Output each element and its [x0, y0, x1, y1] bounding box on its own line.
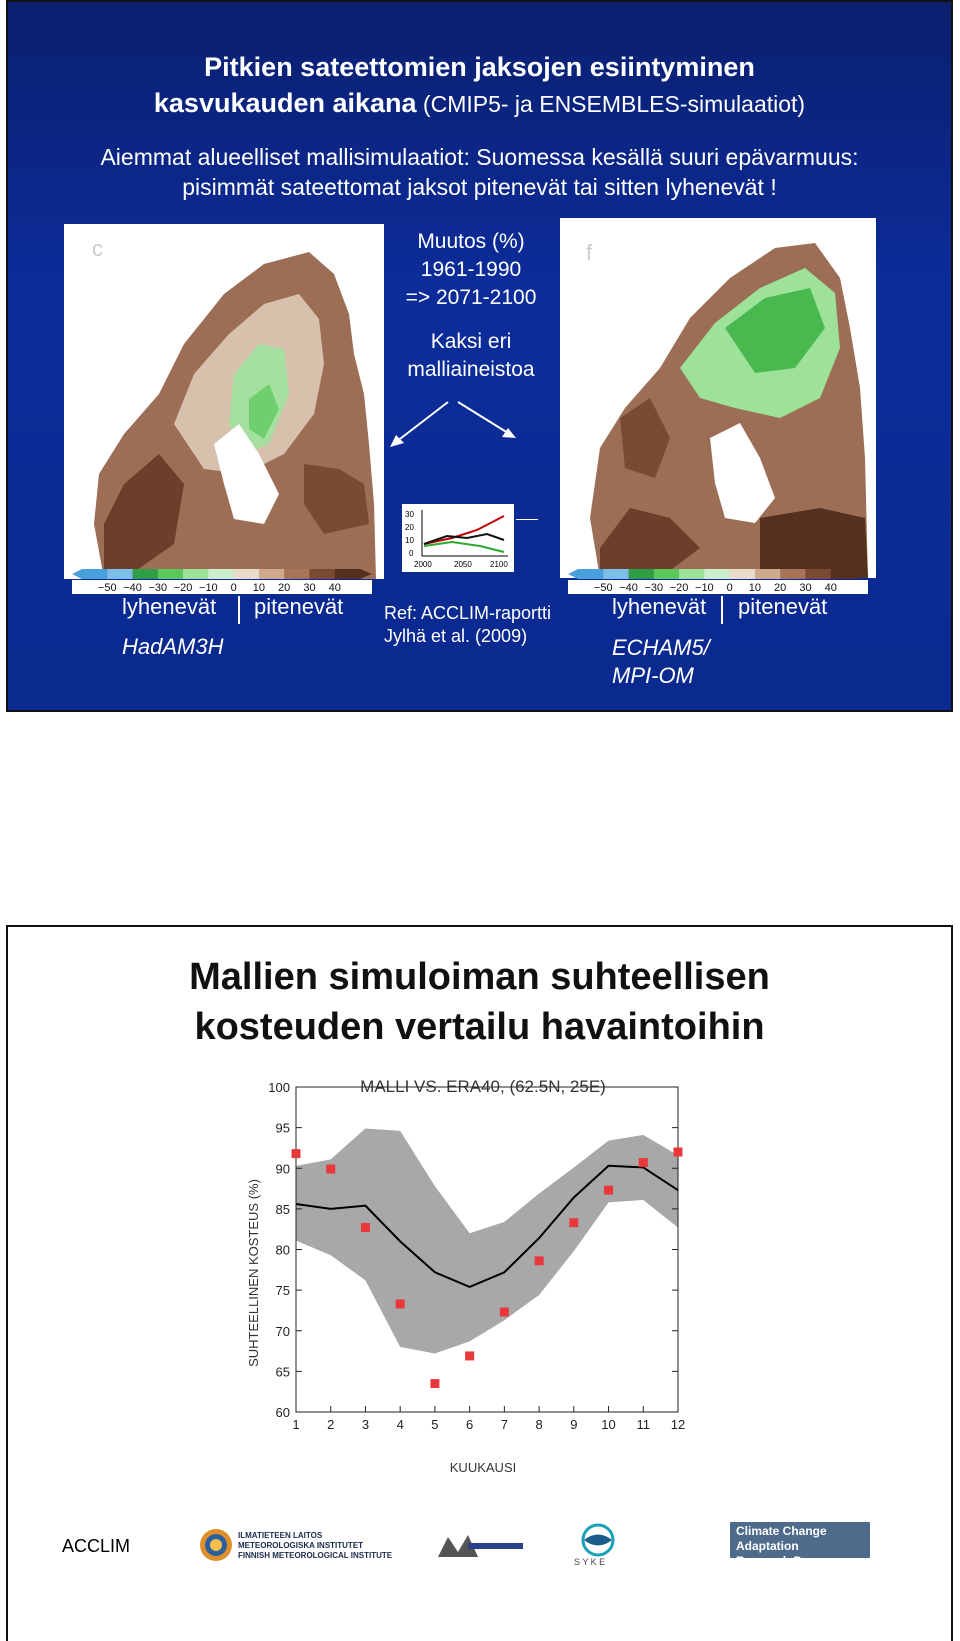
inset-series-green	[424, 542, 504, 552]
logo-ccarp	[730, 1522, 870, 1568]
map-left-panel-letter: c	[92, 236, 103, 261]
era40-point	[604, 1186, 613, 1195]
map-right-image	[560, 218, 876, 578]
colorbar-segment	[259, 569, 285, 579]
label-divider-left	[238, 596, 240, 624]
syke-logo-icon	[578, 1523, 618, 1557]
era40-point	[361, 1223, 370, 1232]
slide2-title-line1: Mallien simuloiman suhteellisen	[189, 956, 770, 998]
inset-ytick: 20	[405, 523, 414, 532]
map-left	[64, 224, 384, 579]
y-tick-label: 95	[275, 1120, 290, 1136]
y-tick-label: 65	[275, 1364, 290, 1380]
colorbar-tick-label: 40	[824, 582, 837, 594]
change-line2: 1961-1990	[420, 258, 522, 281]
ccarp-line2: Research Programme	[736, 1554, 861, 1568]
logo-middle	[428, 1527, 528, 1565]
label-divider-right	[721, 596, 723, 624]
logo-fmi	[198, 1525, 398, 1565]
inset-ytick: 0	[409, 549, 414, 558]
colorbar-tick-label: −20	[173, 582, 193, 594]
change-description	[381, 228, 561, 312]
era40-point	[465, 1351, 474, 1360]
arrow-left	[396, 402, 448, 442]
colorbar-segment	[679, 569, 705, 579]
colorbar-arrow-left	[72, 569, 82, 579]
change-line1: Muutos (%)	[417, 230, 525, 253]
y-tick-label: 100	[268, 1080, 290, 1095]
slide2-title-line2: kosteuden vertailu havaintoihin	[194, 1006, 765, 1048]
colorbar-tick-label: −40	[619, 582, 638, 594]
label-shorter-left: lyhenevät	[122, 594, 217, 619]
y-tick-label: 80	[275, 1242, 290, 1258]
colorbar-segment	[755, 569, 781, 579]
y-tick-label: 90	[275, 1161, 290, 1177]
inset-xtick: 2050	[454, 560, 472, 569]
x-tick-label: 2	[327, 1417, 335, 1432]
inset-chart	[402, 504, 514, 572]
reference-line1: Ref: ACCLIM-raportti	[384, 603, 552, 623]
colorbar-tick-label: −10	[695, 582, 714, 594]
humidity-chart	[228, 1067, 708, 1477]
era40-point	[326, 1165, 335, 1174]
label-longer-left: pitenevät	[254, 594, 344, 619]
label-longer-right: pitenevät	[738, 594, 828, 619]
slide-humidity-comparison	[6, 925, 953, 1641]
y-tick-label: 75	[275, 1283, 290, 1299]
colorbar-tick-label: 0	[726, 582, 733, 594]
slide1-text-line1: Aiemmat alueelliset mallisimulaatiot: Suomessa kesällä suuri epävarmuus:	[100, 144, 859, 170]
colorbar-tick-label: 20	[278, 582, 291, 594]
x-tick-label: 9	[570, 1417, 578, 1432]
colorbar-segment	[183, 569, 209, 579]
arrows	[388, 397, 548, 457]
slide1-title-line2	[8, 88, 951, 119]
colorbar-tick-label: 30	[303, 582, 316, 594]
era40-point	[674, 1148, 683, 1157]
chart-ylabel: SUHTEELLINEN KOSTEUS (%)	[246, 1179, 261, 1367]
x-tick-label: 1	[292, 1417, 300, 1432]
colorbar-tick-label: −50	[593, 582, 613, 594]
inset-chart-svg	[402, 504, 514, 572]
slide1-text-line2: pisimmät sateettomat jaksot pitenevät tai sitten lyhenevät !	[182, 174, 777, 200]
x-tick-label: 5	[431, 1417, 439, 1432]
x-tick-label: 4	[396, 1417, 404, 1432]
fmi-logo-line1: ILMATIETEEN LAITOS	[238, 1531, 323, 1540]
inset-xtick: 2000	[414, 560, 432, 569]
y-tick-label: 70	[275, 1323, 290, 1339]
colorbar-arrow-left	[568, 569, 578, 579]
model-right-line1: ECHAM5/	[612, 635, 710, 660]
colorbar-tick-label: −40	[123, 582, 142, 594]
era40-point	[430, 1379, 439, 1388]
x-tick-label: 10	[601, 1417, 616, 1432]
chart-xlabel: KUUKAUSI	[449, 1460, 517, 1475]
colorbar-tick-label: −30	[148, 582, 168, 594]
colorbar-tick-label: 10	[748, 582, 762, 594]
slide1-title-bold: kasvukauden aikana	[153, 88, 417, 118]
map-right-panel-letter: f	[586, 240, 593, 265]
logo-syke	[568, 1523, 628, 1568]
colorbar-segment	[107, 569, 133, 579]
middle-logo-icon	[428, 1527, 528, 1565]
colorbar-segment	[335, 569, 361, 579]
inset-series-black	[424, 534, 504, 544]
colorbar-tick-label: −20	[669, 582, 689, 594]
x-tick-label: 3	[361, 1417, 370, 1432]
model-right-line2: MPI-OM	[612, 663, 694, 688]
reference-line2: Jylhä et al. (2009)	[384, 626, 528, 646]
arrow-right	[458, 402, 508, 433]
slide1-title-sub: (CMIP5- ja ENSEMBLES-simulaatiot)	[416, 91, 806, 117]
era40-point	[292, 1149, 301, 1158]
era40-point	[639, 1158, 648, 1167]
colorbar-right-svg	[568, 568, 868, 594]
fmi-logo-text	[238, 1531, 392, 1561]
colorbar-segment	[208, 569, 234, 579]
slide-dry-spells	[6, 0, 953, 712]
y-tick-label: 85	[275, 1201, 290, 1217]
slide1-title-line1: Pitkien sateettomien jaksojen esiintyminen	[204, 52, 755, 82]
datasets-line1: Kaksi eri	[430, 330, 512, 353]
footer-acclim: ACCLIM	[62, 1536, 131, 1556]
colorbar-segment	[704, 569, 730, 579]
change-line3: => 2071-2100	[405, 286, 537, 309]
colorbar-tick-label: −50	[97, 582, 117, 594]
colorbar-tick-label: 40	[328, 582, 341, 594]
colorbar-right	[568, 568, 868, 594]
chart-title: MALLI VS. ERA40, (62.5N, 25E)	[360, 1077, 606, 1096]
x-tick-label: 12	[670, 1417, 686, 1432]
colorbar-segment	[284, 569, 310, 579]
colorbar-segment	[82, 569, 108, 579]
inset-xtick: 2100	[490, 560, 508, 569]
map-left-image	[64, 224, 384, 579]
colorbar-segment	[603, 569, 629, 579]
map-right	[560, 218, 876, 578]
model-right	[612, 634, 710, 690]
colorbar-segment	[133, 569, 159, 579]
colorbar-tick-label: 20	[774, 582, 787, 594]
x-tick-label: 11	[636, 1417, 651, 1432]
x-tick-label: 8	[535, 1417, 543, 1432]
colorbar-segment	[780, 569, 806, 579]
era40-point	[396, 1299, 405, 1308]
era40-point	[569, 1218, 578, 1227]
colorbar-segment	[629, 569, 655, 579]
ccarp-line1: Climate Change Adaptation	[736, 1524, 827, 1553]
colorbar-segment	[805, 569, 831, 579]
inset-ytick: 10	[405, 536, 414, 545]
inset-pointer-line	[516, 519, 538, 520]
label-shorter-right: lyhenevät	[612, 594, 707, 619]
colorbar-segment	[234, 569, 260, 579]
colorbar-left-svg	[72, 568, 372, 594]
colorbar-tick-label: 30	[799, 582, 812, 594]
colorbar-arrow-right	[856, 569, 868, 579]
inset-ytick: 30	[405, 510, 414, 519]
colorbar-arrow-right	[360, 569, 372, 579]
fmi-logo-icon	[198, 1527, 234, 1563]
model-left: HadAM3H	[122, 634, 224, 659]
syke-logo-text: S Y K E	[574, 1557, 606, 1567]
x-tick-label: 6	[466, 1417, 474, 1432]
colorbar-left	[72, 568, 372, 594]
colorbar-segment	[831, 569, 857, 579]
colorbar-segment	[309, 569, 335, 579]
era40-point	[535, 1256, 544, 1265]
colorbar-segment	[578, 569, 604, 579]
reference	[384, 602, 551, 648]
colorbar-tick-label: −30	[644, 582, 664, 594]
y-tick-label: 60	[275, 1405, 290, 1420]
colorbar-segment	[654, 569, 680, 579]
colorbar-tick-label: −10	[199, 582, 218, 594]
colorbar-tick-label: 10	[252, 582, 266, 594]
datasets-line2: malliaineistoa	[407, 358, 535, 381]
fmi-logo-line3: FINNISH METEOROLOGICAL INSTITUTE	[238, 1551, 393, 1560]
colorbar-segment	[730, 569, 756, 579]
colorbar-segment	[158, 569, 184, 579]
x-tick-label: 7	[500, 1417, 508, 1432]
fmi-logo-line2: METEOROLOGISKA INSTITUTET	[238, 1541, 364, 1550]
colorbar-tick-label: 0	[230, 582, 237, 594]
era40-point	[500, 1308, 509, 1317]
datasets-description	[381, 328, 561, 384]
